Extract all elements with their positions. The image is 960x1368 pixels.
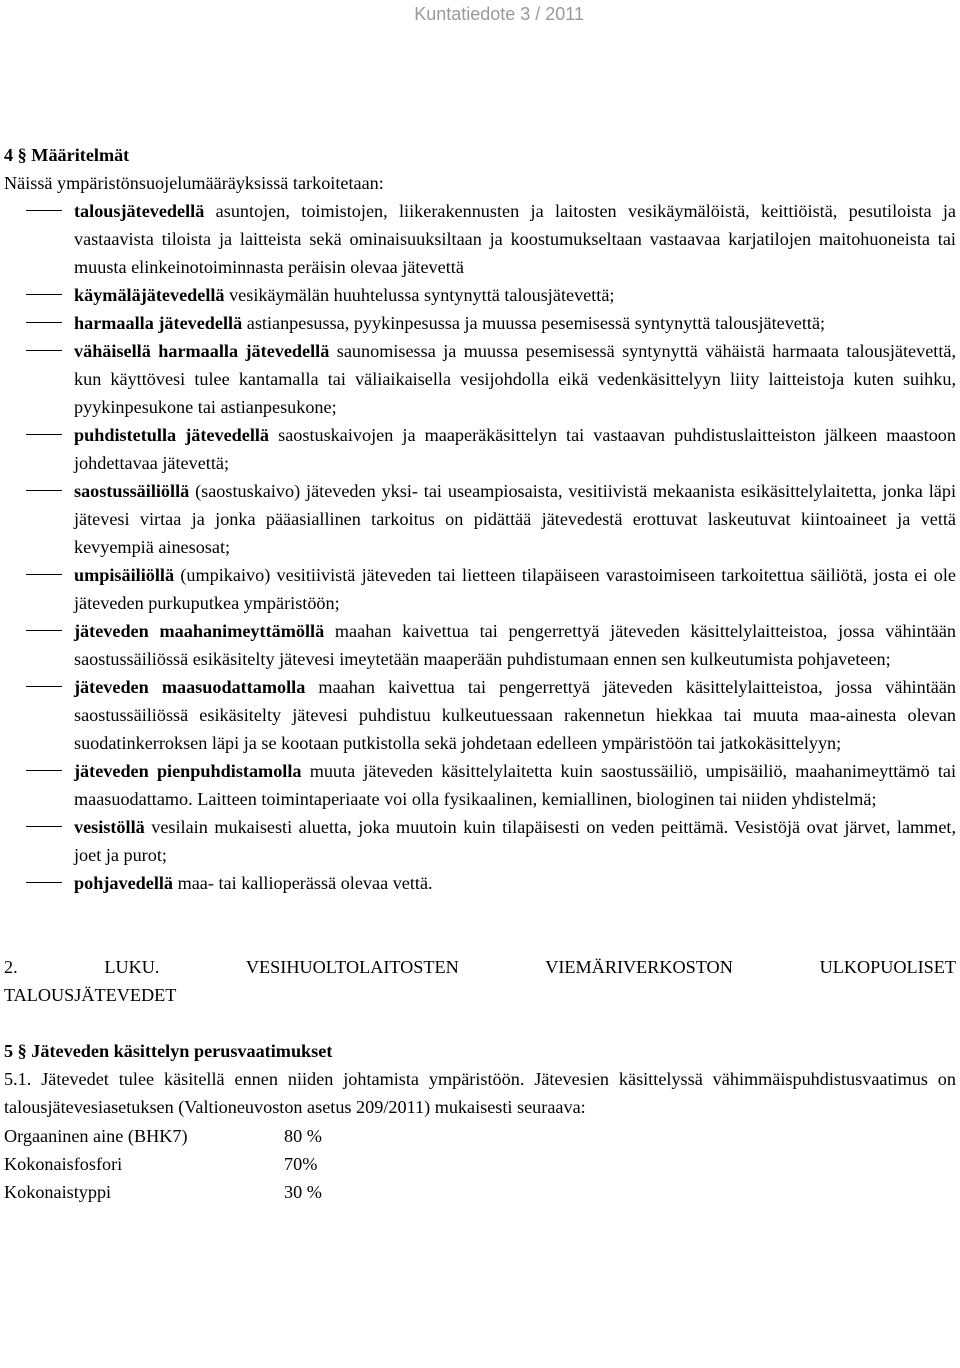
dash-bullet-icon: [26, 574, 62, 575]
dash-bullet-icon: [26, 686, 62, 687]
table-row: [4, 1178, 322, 1206]
definition-term: umpisäiliöllä: [74, 565, 175, 585]
definition-text: maahan kaivettua tai pengerrettyä jäteveden käsittelylaitteistoa, jossa vähintään saostussäiliössä esikäsitelty jätevesi imeytetään maaperään puhdistumaan ennen sen kulkeutumista pohjaveteen;: [74, 621, 956, 669]
definition-item: [4, 673, 956, 757]
definition-text: maa- tai kallioperässä olevaa vettä.: [173, 873, 433, 893]
definition-item: [4, 421, 956, 477]
definition-text: muuta jäteveden käsittelylaitetta kuin saostussäiliö, umpisäiliö, maahanimeyttämö tai maasuodattamo. Laitteen toimintaperiaate voi olla fysikaalinen, kemiallinen, biologinen tai niiden yhdistelmä;: [74, 761, 956, 809]
dash-bullet-icon: [26, 630, 62, 631]
definition-text: (umpikaivo) vesitiivistä jäteveden tai lietteen tilapäiseen varastoimiseen tarkoitettua säiliötä, josta ei ole jäteveden purkuputkea ympäristöön;: [74, 565, 956, 613]
definition-term: saostussäiliöllä: [74, 481, 190, 501]
definition-text: astianpesussa, pyykinpesussa ja muussa pesemisessä syntynyttä talousjätevettä;: [242, 313, 826, 333]
definition-text: vesilain mukaisesti aluetta, joka muutoin kuin tilapäisesti on veden peittämä. Vesistöjä ovat järvet, lammet, joet ja purot;: [74, 817, 956, 865]
definition-item: [4, 757, 956, 813]
chapter-2-heading-line2: TALOUSJÄTEVEDET: [4, 985, 177, 1005]
definitions-list: [4, 197, 956, 897]
table-row: [4, 1150, 322, 1178]
section-4-title: 4 § Määritelmät: [4, 145, 130, 165]
requirement-value: 70%: [284, 1154, 318, 1174]
definition-item: [4, 561, 956, 617]
definition-text: (saostuskaivo) jäteveden yksi- tai useampiosaista, vesitiivistä mekaanista esikäsittelylaitetta, jonka läpi jätevesi virtaa ja jonka pääasiallinen tarkoitus on pidättää jätevedestä erottuvat laskeutuvat kiintoaineet ja vettä kevyempiä ainesosat;: [74, 481, 956, 557]
definition-item: [4, 813, 956, 869]
dash-bullet-icon: [26, 322, 62, 323]
definition-text: vesikäymälän huuhtelussa syntynyttä talousjätevettä;: [224, 285, 615, 305]
dash-bullet-icon: [26, 882, 62, 883]
definition-item: [4, 197, 956, 281]
dash-bullet-icon: [26, 210, 62, 211]
definition-term: talousjätevedellä: [74, 201, 205, 221]
definition-term: harmaalla jätevedellä: [74, 313, 243, 333]
definition-item: [4, 477, 956, 561]
definition-item: [4, 337, 956, 421]
definition-term: vähäisellä harmaalla jätevedellä: [74, 341, 330, 361]
requirement-name: Kokonaisfosfori: [4, 1154, 123, 1174]
section-5-title: 5 § Jäteveden käsittelyn perusvaatimukset: [4, 1041, 333, 1061]
dash-bullet-icon: [26, 350, 62, 351]
definition-term: jäteveden pienpuhdistamolla: [74, 761, 302, 781]
definition-term: jäteveden maahanimeyttämöllä: [74, 621, 325, 641]
requirement-name: Orgaaninen aine (BHK7): [4, 1126, 188, 1146]
definition-item: [4, 617, 956, 673]
dash-bullet-icon: [26, 490, 62, 491]
requirement-name: Kokonaistyppi: [4, 1182, 112, 1202]
definition-term: puhdistetulla jätevedellä: [74, 425, 270, 445]
definition-term: pohjavedellä: [74, 873, 174, 893]
dash-bullet-icon: [26, 294, 62, 295]
section-5-paragraph: 5.1. Jätevedet tulee käsitellä ennen niiden johtamista ympäristöön. Jätevesien käsittelyssä vähimmäispuhdistusvaatimus on talousjätevesiasetuksen (Valtioneuvoston asetus 209/2011) mukaisesti seuraava:: [4, 1069, 956, 1117]
definition-term: vesistöllä: [74, 817, 145, 837]
definition-term: käymäläjätevedellä: [74, 285, 225, 305]
section-4-intro: Näissä ympäristönsuojelumääräyksissä tarkoitetaan:: [4, 173, 384, 193]
chapter-2-heading: [4, 953, 956, 1009]
definition-text: maahan kaivettua tai pengerrettyä jäteveden käsittelylaitteistoa, jossa vähintään saostussäiliössä esikäsitelty jätevesi puhdistuu kulkeutuessaan rakennetun hiekkaa tai muuta maa-ainesta olevan suodatinkerroksen läpi ja se kootaan putkistolla sekä johdetaan edelleen ympäristöön tai jatkokäsittelyyn;: [74, 677, 956, 753]
table-row: [4, 1122, 322, 1150]
definition-text: saostuskaivojen ja maaperäkäsittelyn tai vastaavan puhdistuslaitteiston jälkeen maastoon johdettavaa jätevettä;: [74, 425, 956, 473]
definition-item: [4, 281, 956, 309]
definition-term: jäteveden maasuodattamolla: [74, 677, 306, 697]
definition-text: asuntojen, toimistojen, liikerakennusten ja laitosten vesikäymälöistä, keittiöistä, pesutiloista ja vastaavista tiloista ja laitteista sekä ominaisuuksiltaan ja koostumukseltaan vastaavaa karjatilojen maitohuoneista tai muusta elinkeinotoiminnasta peräisin olevaa jätevettä: [74, 201, 956, 277]
requirement-value: 30 %: [284, 1182, 322, 1202]
purification-requirements-table: [4, 1122, 322, 1206]
dash-bullet-icon: [26, 826, 62, 827]
dash-bullet-icon: [26, 770, 62, 771]
definition-text: saunomisessa ja muussa pesemisessä syntynyttä vähäistä harmaata talousjätevettä, kun käyttövesi tulee kantamalla tai väliaikaisella vesijohdolla eikä vedenkäsittelyyn liity laitteistoja kuten suihku, pyykinpesukone tai astianpesukone;: [74, 341, 957, 417]
requirement-value: 80 %: [284, 1126, 322, 1146]
document-body: [4, 141, 956, 1206]
definition-item: [4, 869, 956, 897]
dash-bullet-icon: [26, 434, 62, 435]
chapter-2-heading-line1: 2. LUKU. VESIHUOLTOLAITOSTEN VIEMÄRIVERKOSTON ULKOPUOLISET: [4, 957, 956, 977]
definition-item: [4, 309, 956, 337]
page-header: Kuntatiedote 3 / 2011: [414, 4, 584, 24]
